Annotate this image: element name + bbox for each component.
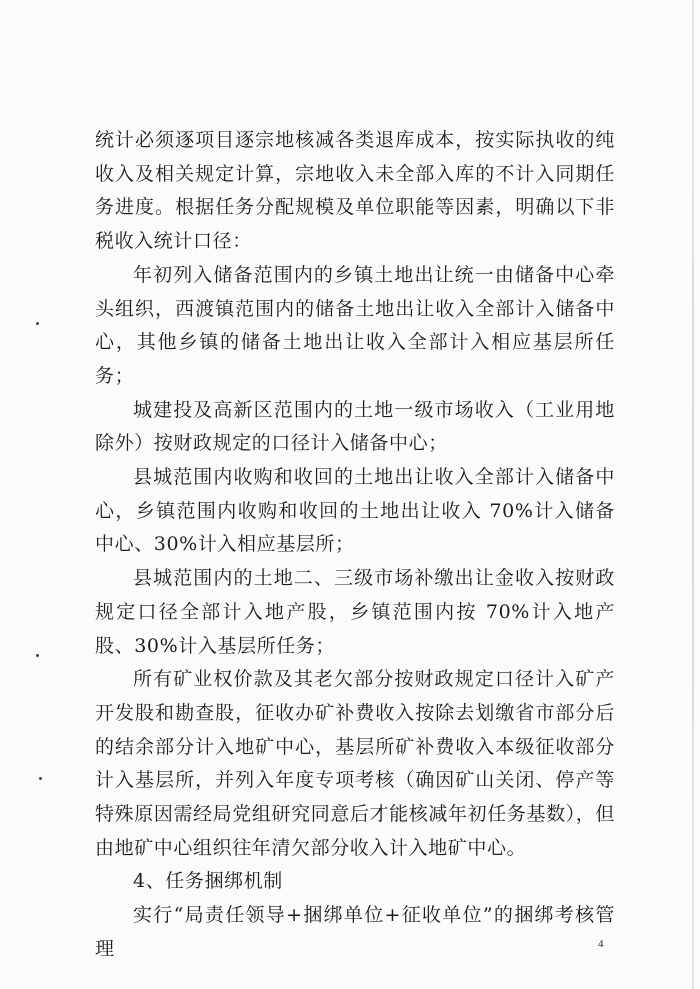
- paragraph-acquisition: 县城范围内收购和收回的土地出让收入全部计入储备中心，乡镇范围内收购和收回的土地出让收入 70%计入储备中心、30%计入相应基层所；: [95, 466, 615, 556]
- paragraph-primary-market: 城建投及高新区范围内的土地一级市场收入（工业用地除外）按财政规定的口径计入储备中心；: [95, 398, 615, 455]
- paragraph-intro: 统计必须逐项目逐宗地核减各类退库成本，按实际执收的纯收入及相关规定计算，宗地收入未全部入库的不计入同期任务进度。根据任务分配规模及单位职能等因素，明确以下非税收入统计口径：: [95, 129, 615, 253]
- scan-speck: [36, 654, 39, 657]
- page-number: 4: [598, 938, 604, 950]
- paragraph-bundling: 实行“局责任领导+捆绑单位+征收单位”的捆绑考核管理: [95, 904, 615, 960]
- scan-speck: [39, 777, 42, 780]
- scan-speck: [36, 322, 39, 325]
- section-heading: 4、任务捆绑机制: [133, 870, 283, 893]
- paragraph-reserve-land: 年初列入储备范围内的乡镇土地出让统一由储备中心牵头组织，西渡镇范围内的储备土地出让收入全部计入储备中心，其他乡镇的储备土地出让收入全部计入相应基层所任务；: [95, 263, 615, 387]
- paragraph-secondary-market: 县城范围内的土地二、三级市场补缴出让金收入按财政规定口径全部计入地产股，乡镇范围内按 70%计入地产股、30%计入基层所任务；: [95, 567, 615, 657]
- paragraph-mining-rights: 所有矿业权价款及其老欠部分按财政规定口径计入矿产开发股和勘查股，征收办矿补费收入按除去划缴省市部分后的结余部分计入地矿中心，基层所矿补费收入本级征收部分计入基层所，并列入年度专项考核（确因矿山关闭、停产等特殊原因需经局党组研究同意后才能核减年初任务基数），但由地矿中心组织往年清欠部分收入计入地矿中心。: [95, 668, 615, 859]
- document-body: [95, 124, 615, 967]
- page-edge-shadow: [692, 0, 694, 989]
